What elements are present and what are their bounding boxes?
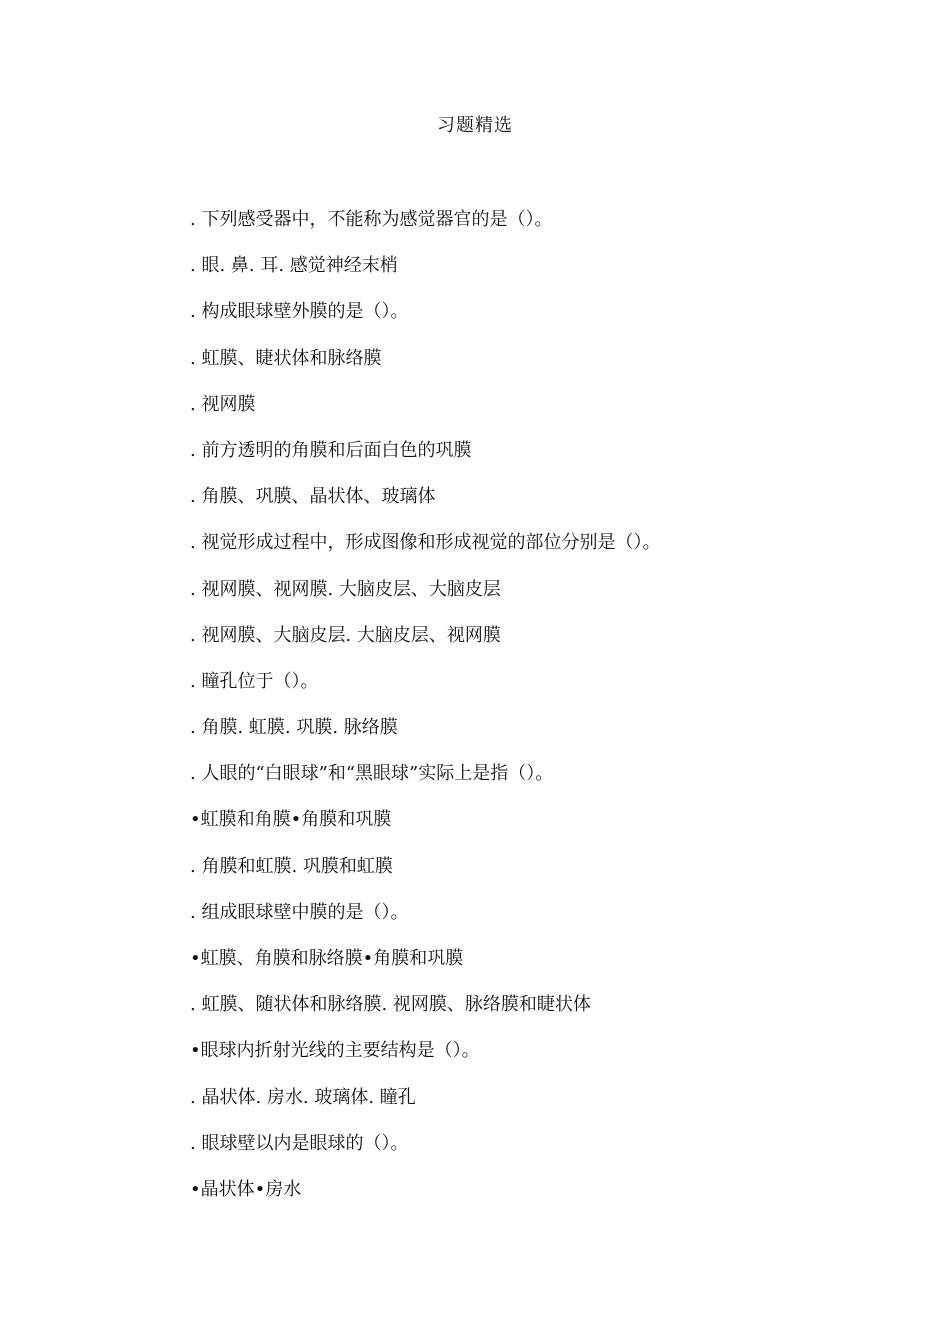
text-line: •虹膜、角膜和脉络膜•角膜和巩膜 [190, 948, 464, 969]
text-line: •虹膜和角膜•角膜和巩膜 [190, 809, 392, 831]
text-line: . 瞳孔位于（）。 [190, 670, 319, 692]
text-line: . 角膜. 虹膜. 巩膜. 脉络膜 [190, 717, 398, 739]
text-line: . 视网膜、大脑皮层. 大脑皮层、视网膜 [190, 624, 501, 646]
text-line: . 构成眼球壁外膜的是（）。 [190, 301, 409, 323]
text-line: . 晶状体. 房水. 玻璃体. 瞳孔 [190, 1086, 416, 1108]
text-line: . 下列感受器中，不能称为感觉器官的是（）。 [190, 209, 553, 230]
text-line: •晶状体•房水 [190, 1178, 302, 1200]
text-line: . 角膜和虹膜. 巩膜和虹膜 [190, 855, 393, 877]
text-line: . 虹膜、睫状体和脉络膜 [190, 347, 382, 369]
page-title: 习题精选 [437, 115, 513, 136]
text-line: . 眼球壁以内是眼球的（）。 [190, 1132, 409, 1154]
text-line: . 视网膜、视网膜. 大脑皮层、大脑皮层 [190, 578, 501, 600]
text-line: . 虹膜、随状体和脉络膜. 视网膜、脉络膜和睫状体 [190, 994, 591, 1016]
text-line: . 视网膜 [190, 393, 256, 415]
exercise-list [190, 206, 830, 1222]
text-line: . 视觉形成过程中，形成图像和形成视觉的部位分别是（）。 [190, 532, 661, 554]
text-line: . 前方透明的角膜和后面白色的巩膜 [190, 439, 472, 461]
text-line: •眼球内折射光线的主要结构是（）。 [190, 1040, 480, 1062]
text-line: . 角膜、巩膜、晶状体、玻璃体 [190, 486, 436, 508]
text-line: . 组成眼球壁中膜的是（）。 [190, 901, 409, 923]
text-line: . 眼. 鼻. 耳. 感觉神经末梢 [190, 255, 398, 277]
text-line: . 人眼的“白眼球”和“黑眼球”实际上是指（）。 [190, 763, 554, 785]
